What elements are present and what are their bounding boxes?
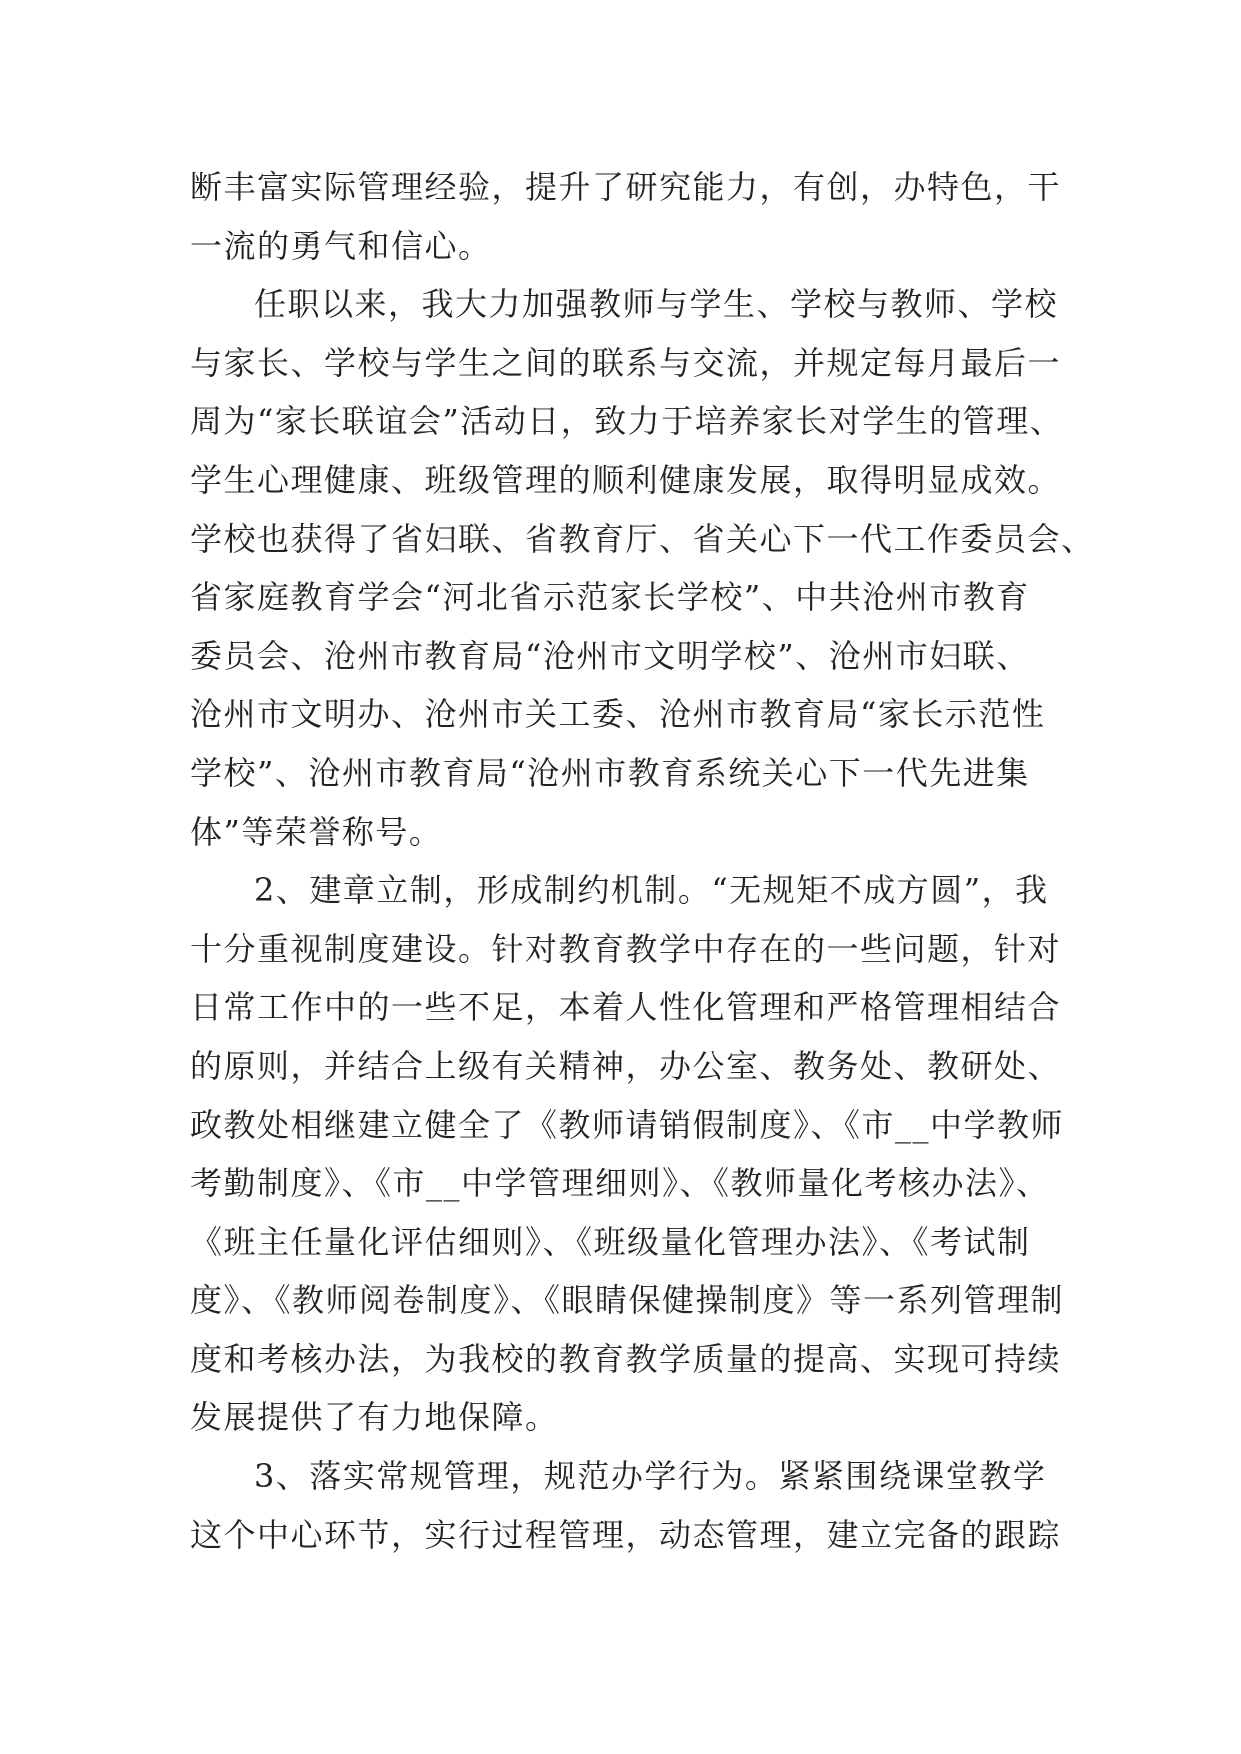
text-line: 发展提供了有力地保障。 [190, 1398, 559, 1437]
text-line: 度和考核办法，为我校的教育教学质量的提高、实现可持续 [190, 1339, 1062, 1378]
text-line: 沧州市文明办、沧州市关工委、沧州市教育局“家长示范性 [190, 695, 1046, 734]
text-line: 与家长、学校与学生之间的联系与交流，并规定每月最后一 [190, 343, 1062, 382]
text-line: 3、落实常规管理，规范办学行为。紧紧围绕课堂教学 [254, 1457, 1047, 1496]
text-line: 这个中心环节，实行过程管理，动态管理，建立完备的跟踪 [190, 1515, 1062, 1554]
text-line: 断丰富实际管理经验，提升了研究能力，有创，办特色，干 [190, 168, 1062, 206]
text-line: 委员会、沧州市教育局“沧州市文明学校”、沧州市妇联、 [190, 636, 1030, 675]
text-line: 省家庭教育学会“河北省示范家长学校”、中共沧州市教育 [190, 578, 1030, 617]
text-line: 2、建章立制，形成制约机制。“无规矩不成方圆”，我 [254, 871, 1049, 910]
text-line: 的原则，并结合上级有关精神，办公室、教务处、教研处、 [190, 1046, 1062, 1085]
text-line: 度》、《教师阅卷制度》、《眼睛保健操制度》等一系列管理制 [190, 1281, 1065, 1320]
text-line: 学生心理健康、班级管理的顺利健康发展，取得明显成效。 [190, 460, 1062, 499]
text-line: 政教处相继建立健全了《教师请销假制度》、《市__中学教师 [190, 1105, 1065, 1144]
text-line: 十分重视制度建设。针对教育教学中存在的一些问题，针对 [190, 929, 1062, 968]
text-line: 学校也获得了省妇联、省教育厅、省关心下一代工作委员会、 [190, 519, 1095, 558]
text-line: 周为“家长联谊会”活动日，致力于培养家长对学生的管理、 [190, 402, 1064, 441]
text-line: 考勤制度》、《市__中学管理细则》、《教师量化考核办法》、 [190, 1164, 1050, 1203]
text-line: 学校”、沧州市教育局“沧州市教育系统关心下一代先进集 [190, 753, 1030, 792]
text-line: 体”等荣誉称号。 [190, 812, 443, 851]
text-line: 《班主任量化评估细则》、《班级量化管理办法》、《考试制 [190, 1222, 1031, 1261]
text-line: 日常工作中的一些不足，本着人性化管理和严格管理相结合 [190, 988, 1062, 1027]
text-line: 一流的勇气和信心。 [190, 226, 492, 265]
document-body [190, 158, 1095, 1564]
text-line: 任职以来，我大力加强教师与学生、学校与教师、学校 [254, 285, 1059, 324]
